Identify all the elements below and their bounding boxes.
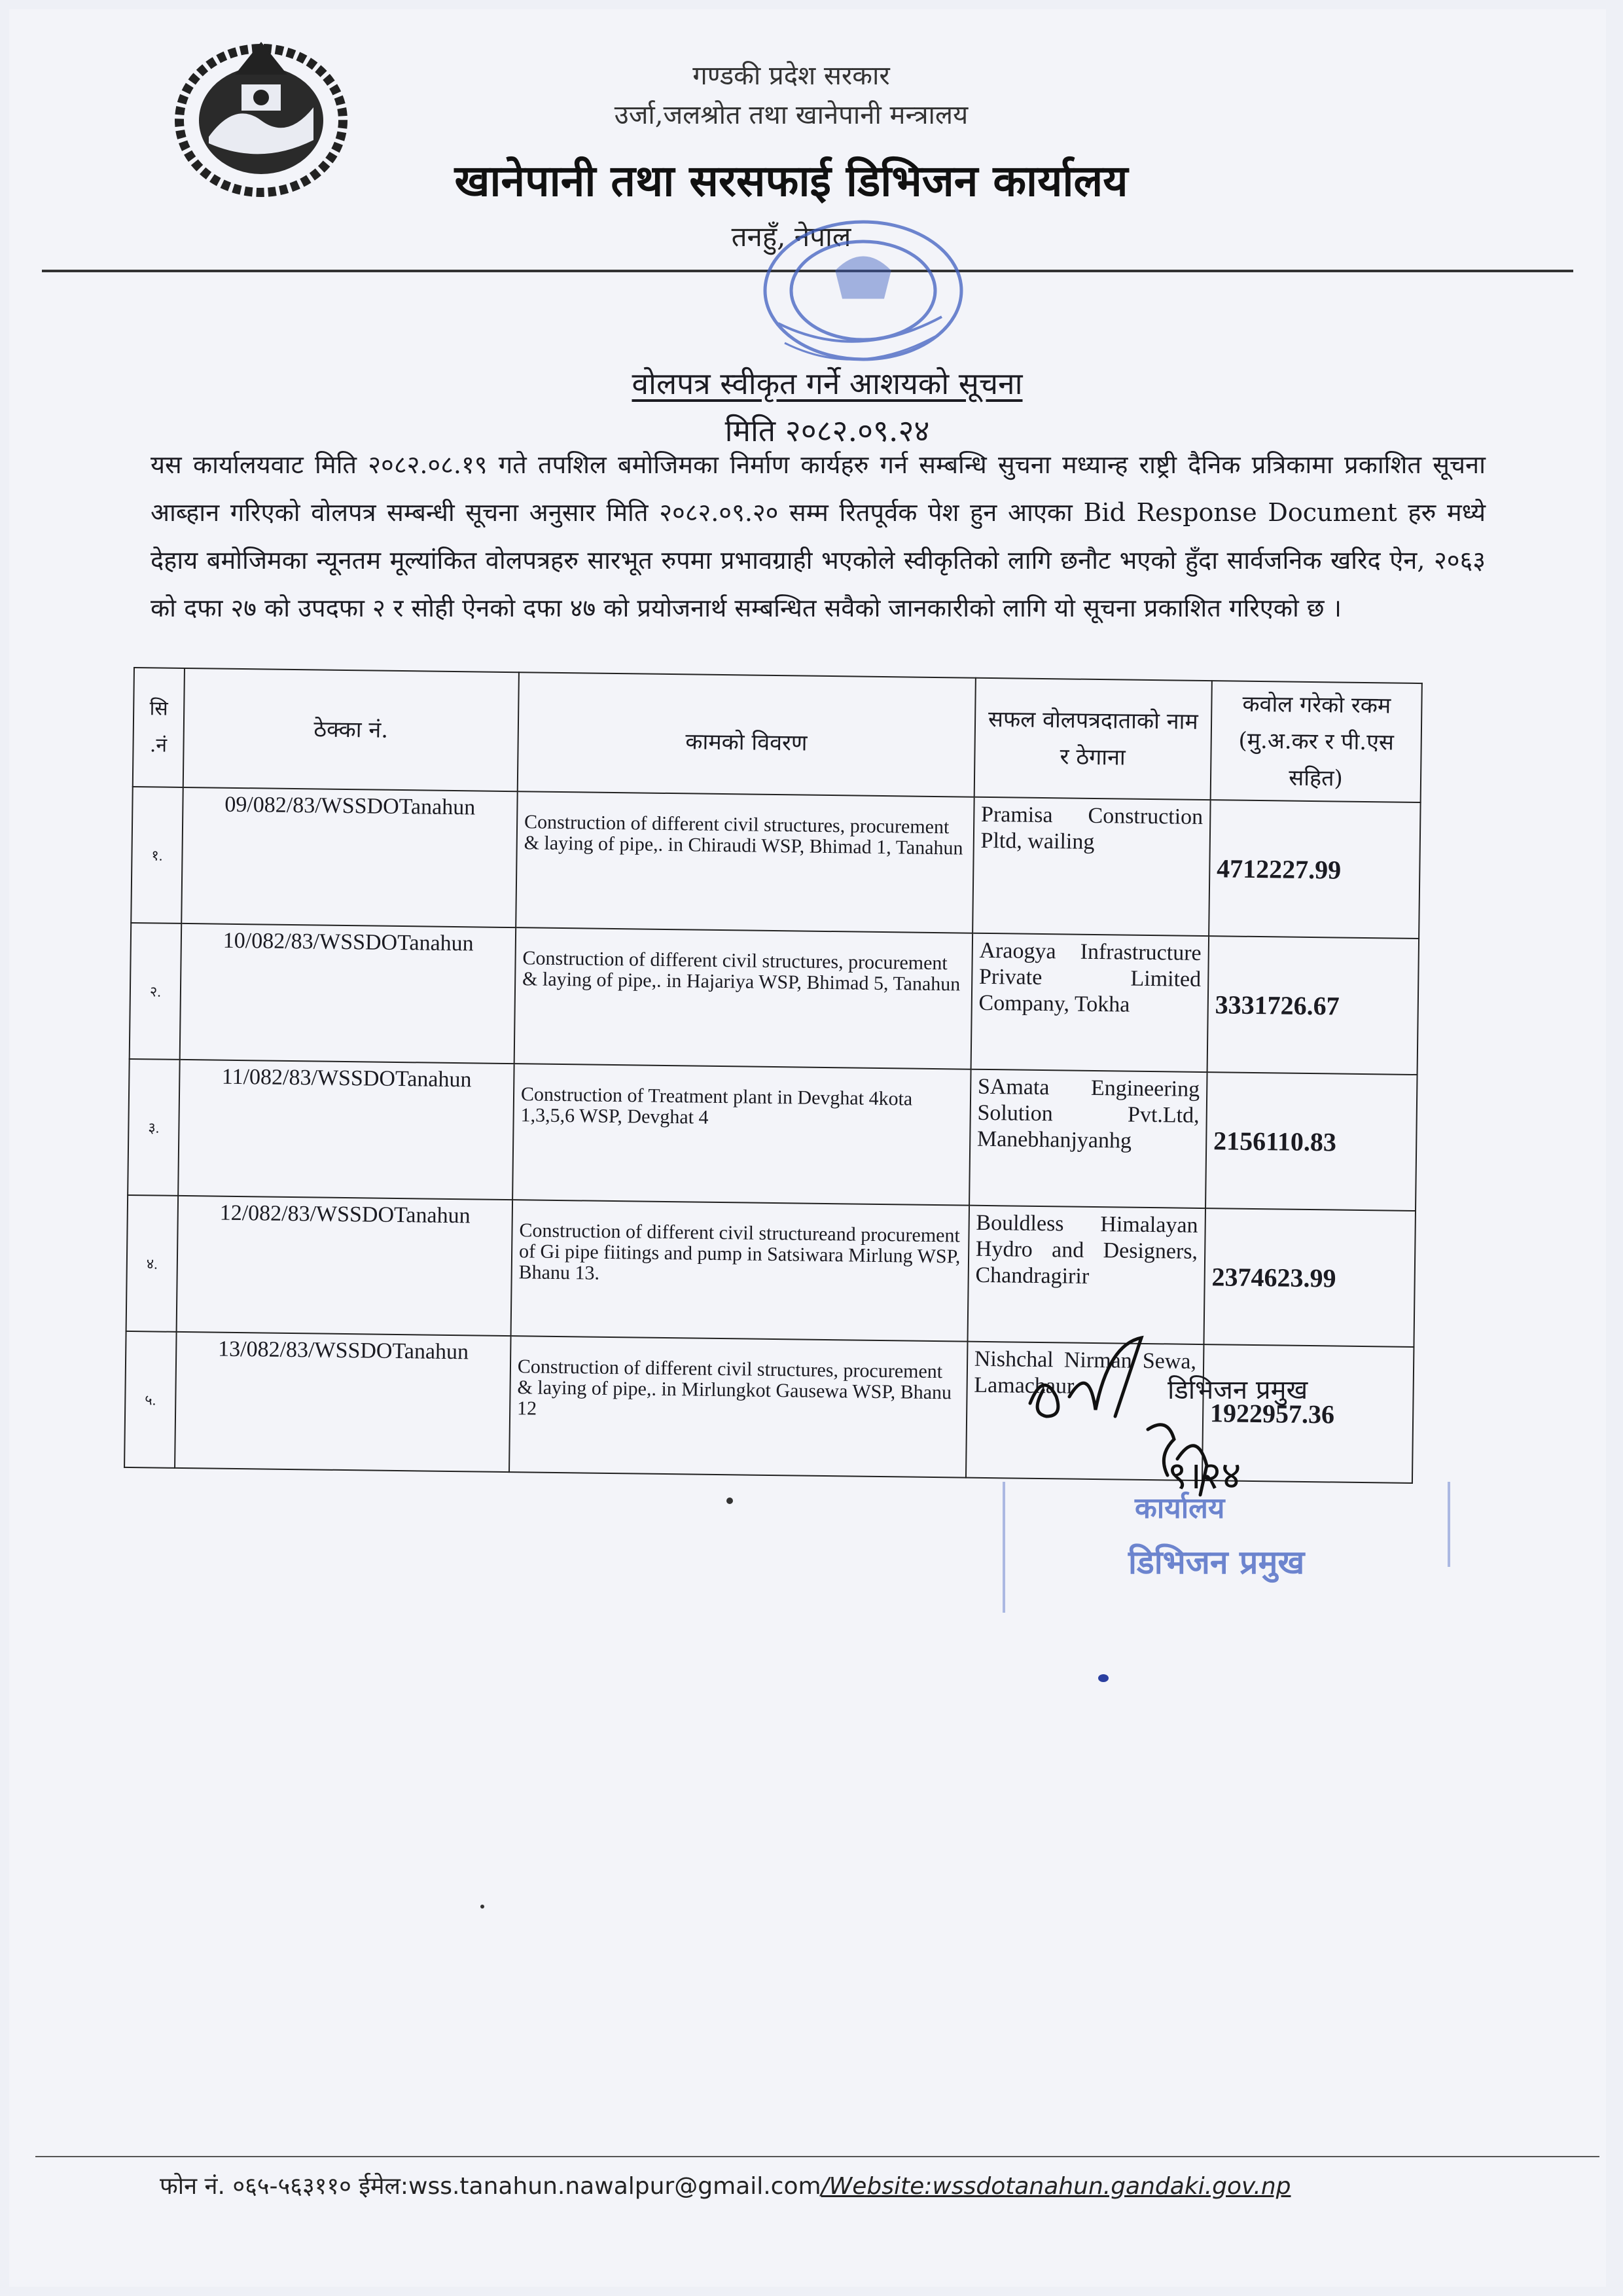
ministry-name: उर्जा,जलश्रोत तथा खानेपानी मन्त्रालय (614, 100, 969, 130)
header-amount: कवोल गरेको रकम (मु.अ.कर र पी.एस सहित) (1211, 681, 1422, 802)
row-description: Construction of different civil structures, procurement & laying of pipe,. in Chiraudi WSP, Bhimad 1, Tanahun (516, 791, 974, 933)
signatory-stamp-icon (997, 1462, 1455, 1632)
row-amount: 2156110.83 (1205, 1072, 1418, 1211)
row-amount: 4712227.99 (1209, 800, 1421, 939)
table-row (130, 923, 1419, 1075)
row-contract-no: 10/082/83/WSSDOTanahun (179, 924, 516, 1064)
table-header-row (133, 668, 1422, 802)
footer-website: /Website:wssdotanahun.gandaki.gov.np (821, 2173, 1291, 2200)
ink-speck (726, 1498, 733, 1504)
header-contract-no: ठेक्का नं. (183, 668, 519, 791)
header-bidder: सफल वोलपत्रदाताको नाम र ठेगाना (974, 678, 1211, 800)
row-contract-no: 11/082/83/WSSDOTanahun (178, 1060, 514, 1200)
notice-body: यस कार्यालयवाट मिति २०८२.०८.१९ गते तपशिल बमोजिमका निर्माण कार्यहरु गर्न सम्बन्धि सुचना मध्यान्ह राष्ट्री दैनिक प्रत्रिकामा प्रकाशित सूचना आब्हान गरिएको वोलपत्र सम्बन्धी सूचना अनुसार मिति २०८२.०९.२० सम्म रितपूर्वक पेश हुन आएका Bid Response Document हरु मध्ये देहाय बमोजिमका न्यूनतम मूल्यांकित वोलपत्रहरु सारभूत रुपमा प्रभावग्राही भएकोले स्वीकृतिको लागि छनौट भएको हुँदा सार्वजनिक खरिद ऐन, २०६३ को दफा २७ को उपदफा २ र सोही ऐनको दफा ४७ को प्रयोजनार्थ सम्बन्धित सवैको जानकारीको लागि यो सूचना प्रकाशित गरिएको छ । (151, 450, 1486, 622)
row-sn: २. (130, 923, 181, 1060)
row-amount: 2374623.99 (1204, 1208, 1416, 1347)
row-sn: ४. (126, 1195, 178, 1332)
row-amount: 3331726.67 (1207, 936, 1419, 1075)
row-bidder: Araogya Infrastructure Private Limited Company, Tokha (971, 933, 1209, 1072)
row-contract-no: 09/082/83/WSSDOTanahun (181, 787, 518, 927)
footer-divider (35, 2156, 1599, 2157)
ink-speck (480, 1905, 484, 1909)
row-description: Construction of Treatment plant in Devghat 4kota 1,3,5,6 WSP, Devghat 4 (512, 1064, 971, 1206)
footer-contact (160, 2169, 1534, 2201)
government-emblem-icon (163, 29, 359, 199)
office-location: तनहुँ, नेपाल (731, 221, 851, 253)
row-contract-no: 12/082/83/WSSDOTanahun (176, 1196, 512, 1336)
row-bidder: Bouldless Himalayan Hydro and Designers, Chandragirir (967, 1206, 1205, 1344)
header-sn: सि .नं (133, 668, 185, 787)
row-sn: ५. (124, 1331, 176, 1468)
notice-date: मिति २०८२.०९.२४ (724, 413, 930, 448)
row-sn: ३. (128, 1059, 179, 1196)
office-title: खानेपानी तथा सरसफाई डिभिजन कार्यालय (454, 155, 1128, 206)
header-description: कामको विवरण (518, 672, 976, 797)
row-description: Construction of different civil structures, procurement & laying of pipe,. in Hajariya WSP, Bhimad 5, Tanahun (514, 927, 972, 1069)
table-row (128, 1059, 1417, 1211)
table-row (131, 787, 1420, 939)
government-name: गण्डकी प्रदेश सरकार (692, 61, 890, 91)
row-amount: 1922957.36 (1202, 1344, 1414, 1483)
row-bidder: SAmata Engineering Solution Pvt.Ltd, Manebhanjyanhg (969, 1069, 1207, 1208)
row-description: Construction of different civil structures, procurement & laying of pipe,. in Mirlungkot Gausewa WSP, Bhanu 12 (509, 1336, 967, 1478)
stamp-line-1: कार्यालय (1135, 1492, 1225, 1525)
ink-speck (1098, 1674, 1109, 1682)
stamp-line-2: डिभिजन प्रमुख (1128, 1543, 1305, 1581)
row-bidder: Pramisa Construction Pltd, wailing (972, 797, 1211, 936)
signatory-title: डिभिजन प्रमुख (1168, 1375, 1308, 1405)
row-description: Construction of different civil structureand procurement of Gi pipe fiitings and pump in Satsiwara Mirlung WSP, Bhanu 13. (510, 1200, 969, 1342)
signature-initials: ९।२४ (1168, 1453, 1241, 1498)
row-sn: १. (131, 787, 183, 924)
row-contract-no: 13/082/83/WSSDOTanahun (175, 1332, 511, 1472)
row-bidder: Nishchal Nirman Sewa, Lamachaur (966, 1342, 1204, 1480)
notice-title: वोलपत्र स्वीकृत गर्ने आशयको सूचना (632, 366, 1023, 401)
footer-phone-email: फोन नं. ०६५-५६३११० ईमेल:wss.tanahun.nawalpur@gmail.com (160, 2173, 821, 2200)
document-page (9, 9, 1606, 2287)
